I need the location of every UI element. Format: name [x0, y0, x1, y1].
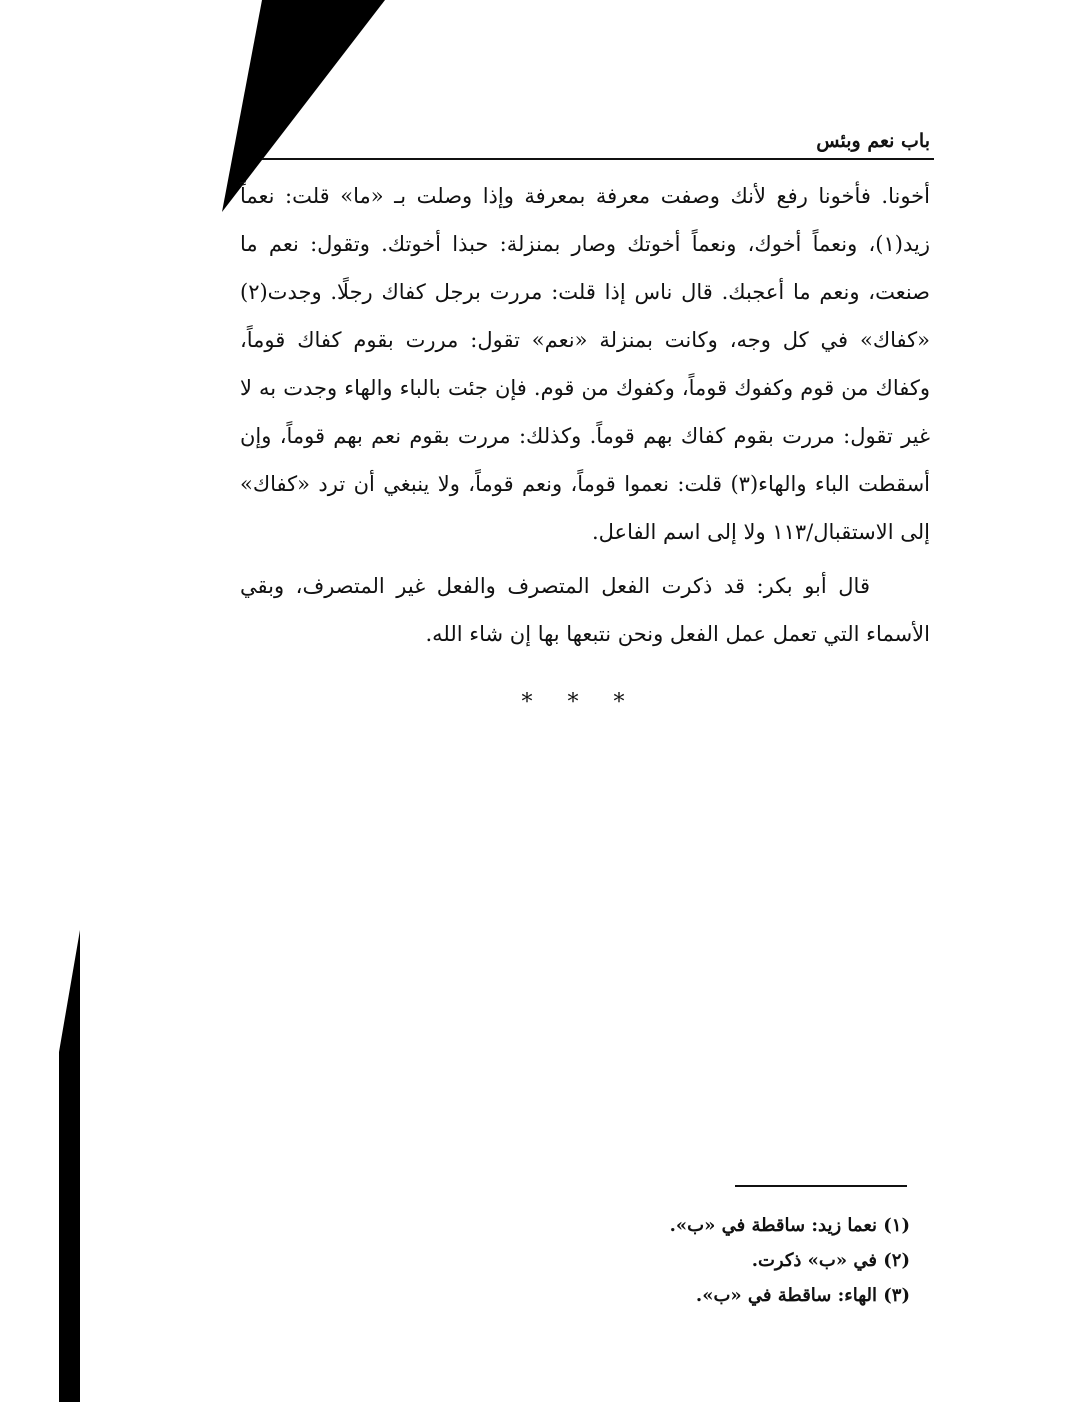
running-header: باب نعم وبئس — [816, 130, 930, 152]
paragraph: قال أبو بكر: قد ذكرت الفعل المتصرف والفعل غير المتصرف، وبقي الأسماء التي تعمل عمل الفعل ونحن نتبعها بها إن شاء الله. — [240, 574, 930, 646]
footnote: (٣) الهاء: ساقطة في «ب». — [695, 1285, 910, 1306]
header-rule — [262, 158, 934, 160]
body-text — [240, 172, 930, 658]
section-separator: * * * — [521, 690, 639, 715]
paragraph: أخونا. فأخونا رفع لأنك وصفت معرفة بمعرفة وإذا وصلت بـ «ما» قلت: نعماً زيد(١)، ونعماً أخوك، ونعماً أخوتك وصار بمنزلة: حبذا أخوتك. وتقول: نعم ما صنعت، ونعم ما أعجبك. قال ناس إذا قلت: مررت برجل كفاك رجلًا. وجدت(٢) «كفاك» في كل وجه، وكانت بمنزلة «نعم» تقول: مررت بقوم كفاك قوماً، وكفاك من قوم وكفوك قوماً، وكفوك من قوم. فإن جئت بالباء والهاء وجدت به لا غير تقول: مررت بقوم كفاك بهم قوماً. وكذلك: مررت بقوم نعم بهم قوماً، وإن أسقطت الباء والهاء(٣) قلت: نعموا قوماً، ونعم قوماً، ولا ينبغي أن ترد «كفاك» إلى الاستقبال/١١٣ ولا إلى اسم الفاعل. — [240, 184, 931, 544]
footnote: (١) نعما زيد: ساقطة في «ب». — [669, 1215, 910, 1236]
footnote-rule — [735, 1185, 907, 1187]
scan-shadow-bottom — [59, 930, 80, 1402]
footnote: (٢) في «ب» ذكرت. — [751, 1250, 910, 1271]
footnotes — [560, 1208, 910, 1313]
